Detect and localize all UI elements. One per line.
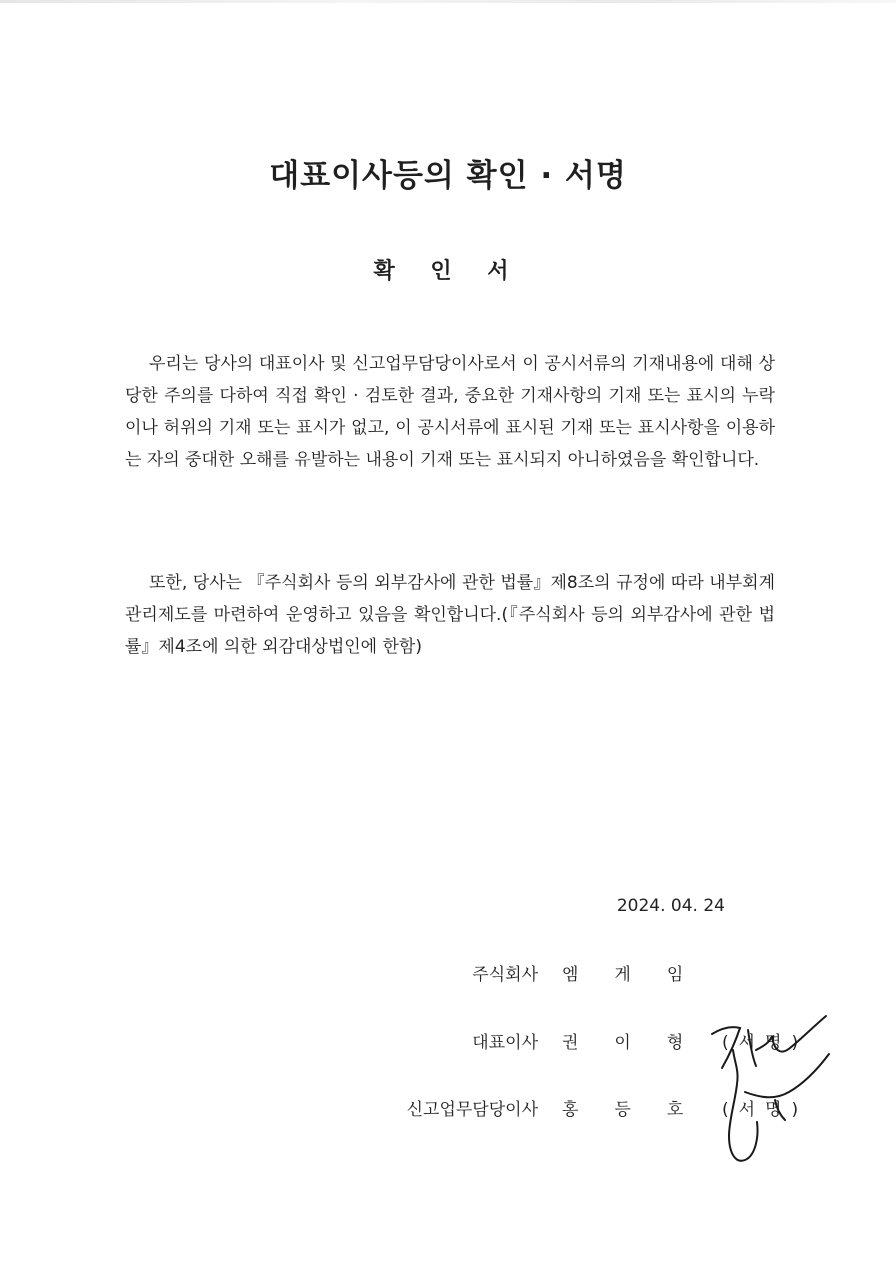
signatory-name: 권이형 xyxy=(562,1033,720,1053)
signatory-row-disclosure-officer xyxy=(0,1095,896,1123)
document-date: 2024. 04. 24 xyxy=(616,896,725,916)
signature-mark-label: (서명) xyxy=(722,1100,809,1120)
signatory-row-ceo xyxy=(0,1028,896,1056)
internal-control-paragraph: 또한, 당사는 『주식회사 등의 외부감사에 관한 법률』제8조의 규정에 따라 내부회계관리제도를 마련하여 운영하고 있음을 확인합니다.(『주식회사 등의 외부감사에 관한 법률』제4조에 의한 외감대상법인에 한함) xyxy=(125,573,775,657)
page-top-edge xyxy=(0,0,896,3)
signatory-role: 주식회사 xyxy=(472,965,538,985)
document-title: 대표이사등의 확인 · 서명 xyxy=(269,158,627,194)
signatory-row-company xyxy=(0,960,896,988)
signature-mark-label: (서명) xyxy=(722,1033,809,1053)
signatory-name: 홍등호 xyxy=(562,1100,720,1120)
signatory-role: 대표이사 xyxy=(472,1033,538,1053)
confirmation-paragraph: 우리는 당사의 대표이사 및 신고업무담당이사로서 이 공시서류의 기재내용에 대해 상당한 주의를 다하여 직접 확인 · 검토한 결과, 중요한 기재사항의 기재 또는 표시의 누락이나 허위의 기재 또는 표시가 없고, 이 공시서류에 표시된 기재 또는 표시사항을 이용하는 자의 중대한 오해를 유발하는 내용이 기재 또는 표시되지 아니하였음을 확인합니다. xyxy=(125,354,775,470)
document-subtitle: 확 인 서 xyxy=(373,259,523,284)
signatory-name: 엠게임 xyxy=(562,965,720,985)
signatory-role: 신고업무담당이사 xyxy=(406,1100,538,1120)
